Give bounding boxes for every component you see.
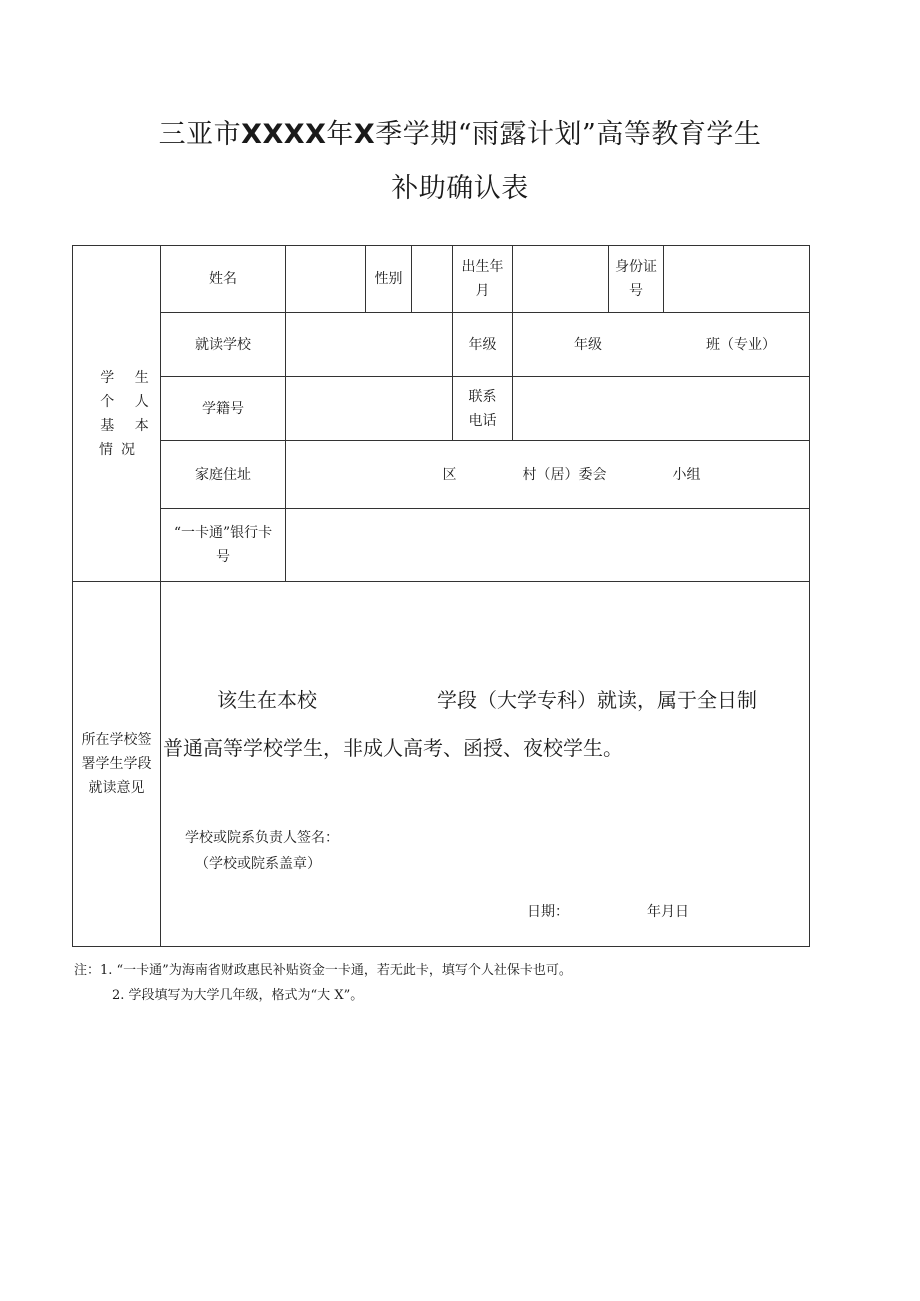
addr-village: 村（居）委会 xyxy=(522,466,607,483)
title-year: XXXX xyxy=(241,119,327,150)
section-personal-info: 学 生 个 人 基 本 情况 xyxy=(73,246,161,582)
grade-unit: 年级 xyxy=(574,336,602,353)
label-student-id: 学籍号 xyxy=(161,377,286,441)
signature-label: 学校或院系负责人签名： xyxy=(185,830,339,846)
seal-label: （学校或院系盖章） xyxy=(195,856,321,872)
label-address: 家庭住址 xyxy=(161,441,286,509)
addr-district: 区 xyxy=(442,466,457,483)
input-birth[interactable] xyxy=(513,246,609,313)
note-2: 2. 学段填写为大学几年级，格式为“大 X”。 xyxy=(112,988,364,1003)
form-title-line2: 补助确认表 xyxy=(391,173,529,204)
input-grade-class[interactable] xyxy=(513,313,810,377)
date-unit: 年月日 xyxy=(647,904,689,920)
subsidy-form-table xyxy=(72,245,810,947)
opinion-stmt-b: 学段（大学专科）就读，属于全日制 xyxy=(437,688,757,712)
label-bank-card: “一卡通”银行卡号 xyxy=(161,509,286,582)
title-season: X xyxy=(353,119,376,150)
opinion-stmt-a: 该生在本校 xyxy=(217,688,317,712)
label-gender: 性别 xyxy=(366,246,412,313)
input-id-number[interactable] xyxy=(664,246,810,313)
date-label: 日期： xyxy=(527,904,569,920)
title-rest: 季学期“雨露计划”高等教育学生 xyxy=(375,119,762,150)
input-address[interactable] xyxy=(286,441,810,509)
label-id-number: 身份证号 xyxy=(609,246,664,313)
input-name[interactable] xyxy=(286,246,366,313)
opinion-cell[interactable] xyxy=(161,582,810,947)
input-gender[interactable] xyxy=(412,246,453,313)
input-school[interactable] xyxy=(286,313,453,377)
form-title-line1 xyxy=(0,112,920,151)
addr-group: 小组 xyxy=(672,466,701,483)
title-city: 三亚市 xyxy=(158,119,242,150)
input-bank-card[interactable] xyxy=(286,509,810,582)
label-grade: 年级 xyxy=(453,313,513,377)
opinion-stmt-c: 普通高等学校学生，非成人高考、函授、夜校学生。 xyxy=(163,736,623,760)
label-phone: 联系电话 xyxy=(453,377,513,441)
title-year-unit: 年 xyxy=(326,119,354,150)
input-phone[interactable] xyxy=(513,377,810,441)
class-major-unit: 班（专业） xyxy=(706,336,776,353)
label-school: 就读学校 xyxy=(161,313,286,377)
label-birth: 出生年月 xyxy=(453,246,513,313)
input-student-id[interactable] xyxy=(286,377,453,441)
note-1: 注：1. “一卡通”为海南省财政惠民补贴资金一卡通，若无此卡，填写个人社保卡也可。 xyxy=(74,963,572,978)
label-name: 姓名 xyxy=(161,246,286,313)
section-school-opinion: 所在学校签署学生学段就读意见 xyxy=(73,582,161,947)
